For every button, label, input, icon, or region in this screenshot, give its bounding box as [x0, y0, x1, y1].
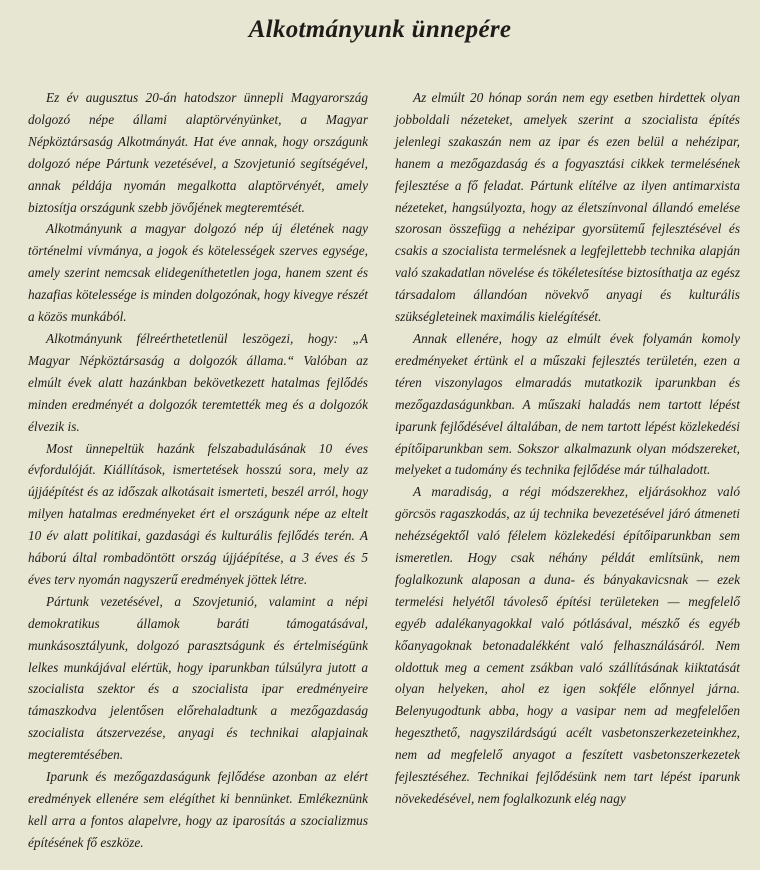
- paragraph: A maradiság, a régi módszerekhez, eljárásokhoz való görcsös ragaszkodás, az új technika bevezetésével járó átmeneti nehézségektől való félelem közlekedési építőiparunkban sem ismeretlen. Hogy csak néhány példát említsünk, nem foglalkozunk alaposan a duna- és bányakavicsnak — ezek termelési helyétől távoleső építési területeken — megfelelő egyéb adalékanyagokkal való pótlásával, mészkő és egyéb kőanyagoknak betonadalékként való felhasználásáról. Nem oldottuk meg a cement zsákban való szállításának kiiktatását olyan helyeken, ahol ez igen sokféle előnnyel járna. Belenyugodtunk abba, hogy a vasipar nem ad megfelelően hegeszthető, nagyszilárdságú acélt vasbetonszerkezeteinkhez, nem ad megfelelő anyagot a feszített vasbetonszerkezetek fejlesztéséhez. Technikai fejlődésünk nem tart lépést iparunk növekedésével, nem foglalkozunk elég nagy: [395, 484, 740, 806]
- paragraph: Iparunk és mezőgazdaságunk fejlődése azonban az elért eredmények ellenére sem elégíthet ki bennünket. Emlékeznünk kell arra a fontos alapelvre, hogy az iparosítás a szocializmus építésének fő eszköze.: [28, 769, 368, 850]
- paragraph: Az elmúlt 20 hónap során nem egy esetben hirdettek olyan jobboldali nézeteket, amelyek szerint a szocialista építés jelenlegi szakaszán nem az ipar és ezen belül a nehézipar, hanem a mezőgazdaság és a fogyasztási cikkek termelésének fejlesztése a fő feladat. Pártunk elítélve az ilyen antimarxista nézeteket, hangsúlyozta, hogy az életszínvonal állandó emelése szorosan összefügg a nehézipar gyorsütemű fejlesztésével és csakis a szocialista termelésnek a legfejlettebb technika alapján való szakadatlan növelése és tökéletesítése biztosíthatja az egész társadalom állandóan növekvő anyagi és kulturális szükségleteinek maximális kielégítését.: [395, 90, 740, 325]
- paragraph: Alkotmányunk a magyar dolgozó nép új életének nagy történelmi vívmánya, a jogok és kötelességek szerves egysége, amely szerint nemcsak elidegeníthetetlen joga, hanem szent és hazafias kötelessége is minden dolgozónak, hogy kivegye részét a közös munkából.: [28, 221, 368, 325]
- right-column: [395, 87, 740, 810]
- paragraph: Ez év augusztus 20-án hatodszor ünnepli Magyarország dolgozó népe állami alaptörvényünket, a Magyar Népköztársaság Alkotmányát. Hat éve annak, hogy országunk dolgozó népe Pártunk vezetésével, a Szovjetunió segítségével, annak példája nyomán megalkotta alaptörvényét, amely biztosítja országunk szebb jövőjének megteremtését.: [28, 90, 368, 215]
- paragraph: Most ünnepeltük hazánk felszabadulásának 10 éves évfordulóját. Kiállítások, ismertetések hosszú sora, mely az újjáépítést és az időszak alkotásait ismerteti, beszél arról, hogy milyen hatalmas eredményeket ért el országunk népe az eltelt 10 év alatt politikai, gazdasági és kulturális fejlődés terén. A háború által rombadöntött ország újjáépítése, a 3 éves és 5 éves terv nyomán nagyszerű eredmények jöttek létre.: [28, 440, 368, 587]
- paragraph: Annak ellenére, hogy az elmúlt évek folyamán komoly eredményeket értünk el a műszaki fejlesztés területén, ezen a téren viszonylagos elmaradás mutatkozik iparunkban és mezőgazdaságunkban. A műszaki haladás nem tartott lépést iparunk fejlődésével általában, de nem tartott lépést közlekedési építőiparunkban sem. Sokszor alkalmazunk olyan módszereket, melyeket a tudomány és technika fejlődése már túlhaladott.: [395, 330, 740, 478]
- paragraph: Alkotmányunk félreérthetetlenül leszögezi, hogy: „A Magyar Népköztársaság a dolgozók állama.“ Valóban az elmúlt évek alatt hazánkban bekövetkezett hatalmas fejlődés minden eredményét a dolgozók teremtették meg és a dolgozók élvezik is.: [28, 330, 368, 434]
- article-title: Alkotmányunk ünnepére: [248, 16, 512, 43]
- left-column: [28, 87, 368, 854]
- paragraph: Pártunk vezetésével, a Szovjetunió, valamint a népi demokratikus államok baráti támogatásával, munkásosztályunk, dolgozó parasztságunk és értelmiségünk lelkes munkájával elértük, hogy iparunkban túlsúlyra jutott a szocialista szektor és a szocialista ipar eredményeire támaszkodva jelentősen előrehaladtunk a mezőgazdaság szocialista átszervezése, anyagi és technikai alapjainak megteremtésében.: [28, 593, 368, 763]
